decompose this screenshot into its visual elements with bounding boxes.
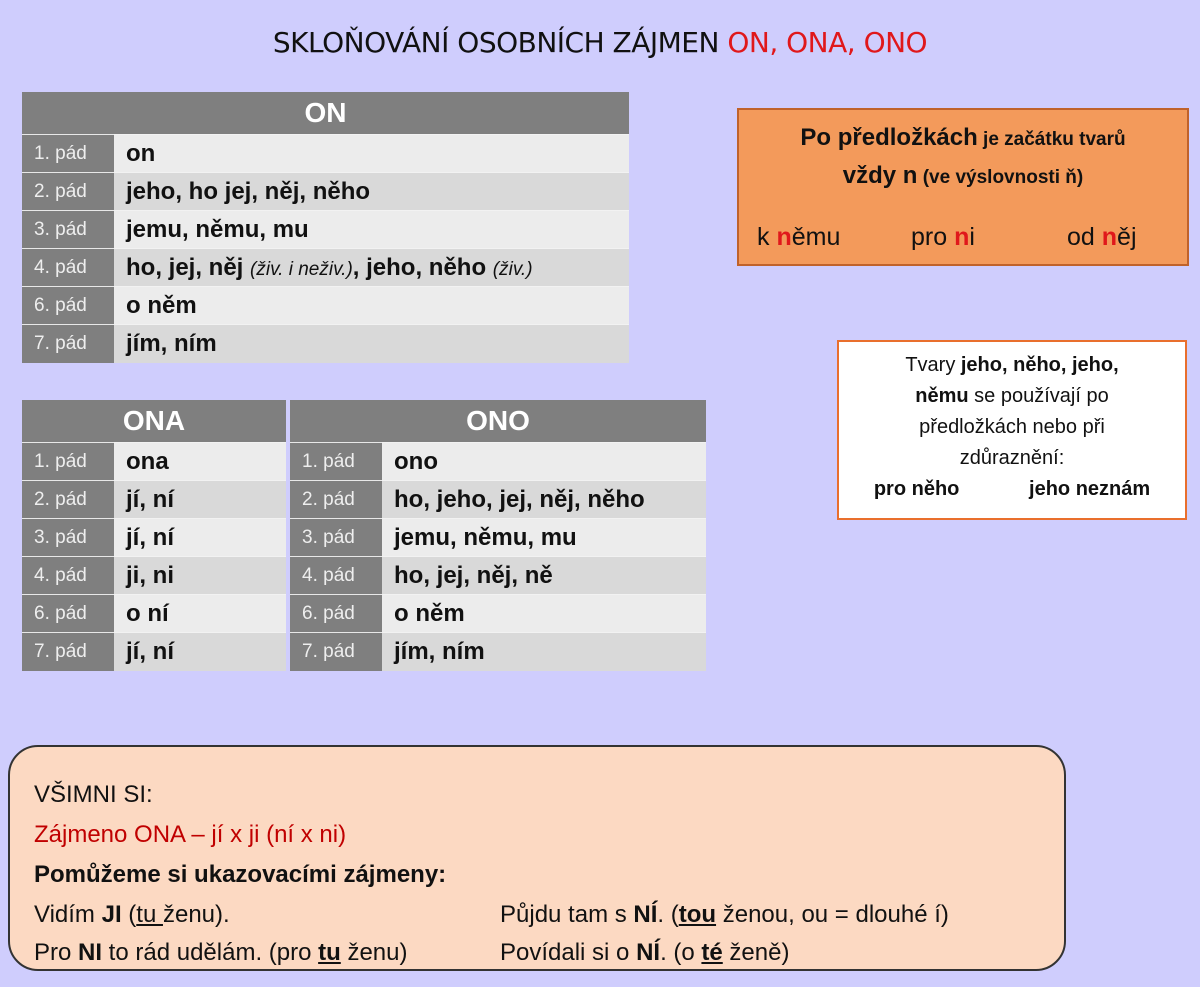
example-n: n (954, 223, 970, 251)
table-row (22, 633, 286, 671)
example-text: to rád udělám. (pro (102, 939, 319, 966)
case-form: jí, ní (114, 481, 286, 519)
example-demonstrative: tu (136, 901, 163, 928)
case-label: 2. pád (290, 481, 382, 519)
table-row (22, 211, 629, 249)
prepositions-info-box (737, 108, 1189, 266)
table-row (290, 443, 706, 481)
example-pronoun: JI (101, 901, 122, 928)
case-label: 3. pád (290, 519, 382, 557)
example-n: n (776, 223, 792, 251)
case-form: jím, ním (382, 633, 706, 671)
form-note: (živ.) (492, 258, 533, 280)
case-label: 4. pád (290, 557, 382, 595)
table-row (22, 287, 629, 325)
page-title (0, 26, 1200, 59)
case-form: ona (114, 443, 286, 481)
example-suffix: i (969, 223, 975, 251)
forms-line: předložkách nebo při (919, 416, 1105, 438)
forms-example: jeho neznám (1029, 478, 1151, 500)
example-suffix: ěj (1117, 223, 1137, 251)
forms-usage-box (837, 340, 1187, 520)
prepositions-line-1-small: je začátku tvarů (977, 129, 1126, 150)
case-form: ho, jeho, jej, něj, něho (382, 481, 706, 519)
example-text: ženou, ou = dlouhé í) (716, 901, 949, 928)
notice-example (34, 901, 230, 929)
notice-example (500, 901, 949, 929)
example-prefix: od (1067, 223, 1102, 251)
example-text: ženě) (722, 939, 790, 966)
form-part: , jeho, něho (352, 253, 493, 281)
table-ona (22, 400, 286, 671)
prepositions-line-1-main: Po předložkách (800, 124, 978, 151)
form-part: ho, jej, něj (126, 253, 251, 281)
case-label: 7. pád (22, 325, 114, 363)
notice-example (34, 939, 407, 967)
forms-example: pro něho (873, 478, 960, 500)
case-form: jemu, němu, mu (382, 519, 706, 557)
example-text: . (o (660, 939, 702, 966)
example-prefix: k (757, 223, 777, 251)
example-demonstrative: té (701, 939, 723, 966)
example-n: n (1101, 223, 1118, 251)
example-demonstrative: tou (678, 901, 717, 928)
case-form (114, 249, 629, 287)
case-label: 2. pád (22, 173, 114, 211)
example-text: ženu). (162, 901, 230, 928)
case-form: ono (382, 443, 706, 481)
case-label: 3. pád (22, 211, 114, 249)
table-row (290, 481, 706, 519)
table-on (22, 92, 629, 363)
table-row (22, 443, 286, 481)
notice-box (8, 745, 1066, 971)
forms-text: Tvary (905, 354, 961, 376)
prepositions-example (757, 223, 840, 252)
title-pronouns: ON, ONA, ONO (727, 26, 928, 59)
table-header-ono: ONO (290, 400, 706, 443)
table-row (22, 519, 286, 557)
example-text: Vidím (34, 901, 102, 928)
table-row (22, 595, 286, 633)
notice-hint: Pomůžeme si ukazovacími zájmeny: (34, 861, 447, 888)
case-label: 1. pád (22, 135, 114, 173)
notice-heading: VŠIMNI SI: (34, 781, 153, 808)
case-form: on (114, 135, 629, 173)
forms-examples (839, 474, 1185, 505)
table-row (290, 519, 706, 557)
table-row (22, 173, 629, 211)
table-row (22, 135, 629, 173)
table-row (290, 633, 706, 671)
case-label: 1. pád (22, 443, 114, 481)
case-label: 1. pád (290, 443, 382, 481)
example-suffix: ěmu (791, 223, 841, 251)
case-form: ho, jej, něj, ně (382, 557, 706, 595)
prepositions-example (1067, 223, 1137, 252)
case-label: 6. pád (22, 595, 114, 633)
example-demonstrative: tu (318, 939, 341, 966)
example-prefix: pro (911, 223, 955, 251)
table-row (22, 249, 629, 287)
case-form: jemu, němu, mu (114, 211, 629, 249)
table-row (290, 595, 706, 633)
case-form: ji, ni (114, 557, 286, 595)
prepositions-line-2-small: (ve výslovnosti ň) (917, 167, 1084, 188)
case-form: o něm (382, 595, 706, 633)
example-pronoun: NI (78, 939, 103, 966)
case-label: 4. pád (22, 557, 114, 595)
case-label: 6. pád (290, 595, 382, 633)
case-form: jeho, ho jej, něj, něho (114, 173, 629, 211)
case-label: 3. pád (22, 519, 114, 557)
prepositions-example (911, 223, 975, 252)
example-text: ženu) (340, 939, 408, 966)
case-form: o ní (114, 595, 286, 633)
example-text: Půjdu tam s (500, 901, 634, 928)
table-header-ona: ONA (22, 400, 286, 443)
table-row (22, 325, 629, 363)
prepositions-line-2 (739, 162, 1187, 190)
case-form: jím, ním (114, 325, 629, 363)
case-label: 7. pád (22, 633, 114, 671)
example-pronoun: NÍ (633, 901, 658, 928)
prepositions-line-1 (739, 124, 1187, 152)
forms-text: se používají po (968, 385, 1109, 407)
form-note: (živ. i neživ.) (250, 258, 353, 280)
case-label: 2. pád (22, 481, 114, 519)
example-pronoun: NÍ (636, 939, 661, 966)
forms-line (839, 350, 1185, 381)
example-text: ( (121, 901, 137, 928)
case-form: o něm (114, 287, 629, 325)
table-ono (290, 400, 706, 671)
case-form: jí, ní (114, 633, 286, 671)
case-form: jí, ní (114, 519, 286, 557)
forms-line (839, 381, 1185, 412)
table-row (22, 481, 286, 519)
example-text: Povídali si o (500, 939, 637, 966)
table-header-on: ON (22, 92, 629, 135)
table-row (290, 557, 706, 595)
title-main: SKLOŇOVÁNÍ OSOBNÍCH ZÁJMEN (272, 26, 728, 59)
case-label: 6. pád (22, 287, 114, 325)
case-label: 4. pád (22, 249, 114, 287)
notice-example (500, 939, 789, 967)
forms-bold: němu (915, 385, 969, 407)
case-label: 7. pád (290, 633, 382, 671)
table-row (22, 557, 286, 595)
forms-bold: jeho, něho, jeho, (960, 354, 1119, 376)
prepositions-line-2-main: vždy n (842, 162, 918, 189)
example-text: Pro (34, 939, 79, 966)
notice-red-line: Zájmeno ONA – jí x ji (ní x ni) (34, 821, 347, 848)
example-text: . ( (657, 901, 679, 928)
forms-line: zdůraznění: (959, 447, 1065, 469)
